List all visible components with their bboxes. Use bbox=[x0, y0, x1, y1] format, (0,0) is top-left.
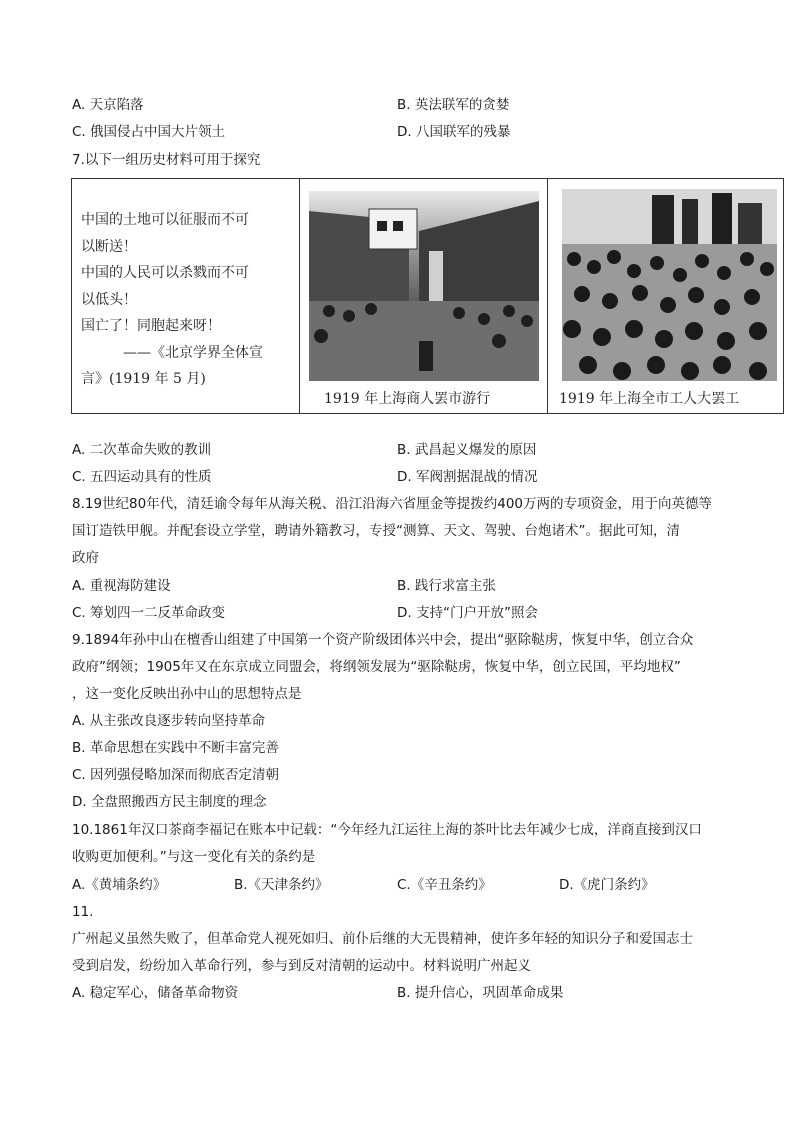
q10-stem-line: 10.1861年汉口茶商李福记在账本中记载：“今年经九江运往上海的茶叶比去年减少七成，洋商直接到汉口 bbox=[72, 822, 702, 838]
q7-option-c: C. 五四运动具有的性质 bbox=[72, 469, 212, 485]
q7-option-b: B. 武昌起义爆发的原因 bbox=[397, 442, 537, 458]
q8-stem-line: 政府 bbox=[72, 550, 99, 566]
q11-option-b: B. 提升信心，巩固革命成果 bbox=[397, 985, 564, 1001]
q8-option-c: C. 筹划四一二反革命政变 bbox=[72, 605, 226, 621]
q10-option-d: D.《虎门条约》 bbox=[559, 877, 655, 893]
q8-option-a: A. 重视海防建设 bbox=[72, 578, 171, 594]
q8-stem-line: 8.19世纪80年代，清廷谕令每年从海关税、沿江沿海六省厘金等提拨约400万两的专项资金，用于向英德等 bbox=[72, 496, 713, 512]
quote-line: 国亡了！同胞起来呀！ bbox=[81, 318, 221, 334]
q10-option-b: B.《天津条约》 bbox=[234, 877, 329, 893]
q8-stem-line: 国订造铁甲舰。并配套设立学堂，聘请外籍教习，专授“测算、天文、驾驶、台炮诸术”。据此可知，清 bbox=[72, 523, 680, 539]
q9-stem-line: 政府”纲领；1905年又在东京成立同盟会，将纲领发展为“驱除鞑虏，恢复中华，创立民国，平均地权” bbox=[72, 659, 681, 675]
q7-option-a: A. 二次革命失败的教训 bbox=[72, 442, 212, 458]
q9-stem-line: 9.1894年孙中山在檀香山组建了中国第一个资产阶级团体兴中会，提出“驱除鞑虏，恢复中华，创立合众 bbox=[72, 632, 694, 648]
q9-option-d: D. 全盘照搬西方民主制度的理念 bbox=[72, 794, 267, 810]
quote-line: 以低头！ bbox=[81, 291, 137, 308]
quote-line: 中国的土地可以征服而不可 bbox=[81, 212, 249, 228]
q9-option-a: A. 从主张改良逐步转向坚持革命 bbox=[72, 713, 266, 729]
q10-option-c: C.《辛丑条约》 bbox=[397, 877, 492, 893]
quote-source: 言》(1919 年 5 月) bbox=[81, 371, 206, 387]
q6-option-a: A. 天京陷落 bbox=[72, 97, 144, 113]
q11-stem-line: 受到启发，纷纷加入革命行列，参与到反对清朝的运动中。材料说明广州起义 bbox=[72, 958, 531, 974]
q9-option-c: C. 因列强侵略加深而彻底否定清朝 bbox=[72, 767, 280, 783]
q9-stem-line: ，这一变化反映出孙中山的思想特点是 bbox=[72, 686, 302, 702]
q6-option-d: D. 八国联军的残暴 bbox=[397, 124, 511, 140]
quote-source: ——《北京学界全体宣 bbox=[123, 344, 263, 361]
q11-number: 11. bbox=[72, 904, 94, 920]
merchant-strike-photo bbox=[309, 191, 539, 381]
q11-option-a: A. 稳定军心，储备革命物资 bbox=[72, 985, 239, 1001]
photo1-caption: 1919 年上海商人罢市游行 bbox=[324, 391, 491, 407]
q8-option-b: B. 践行求富主张 bbox=[397, 578, 496, 594]
q6-option-c: C. 俄国侵占中国大片领土 bbox=[72, 124, 226, 140]
photo2-caption: 1919 年上海全市工人大罢工 bbox=[559, 391, 740, 407]
q7-option-d: D. 军阀割据混战的情况 bbox=[397, 469, 538, 485]
q9-option-b: B. 革命思想在实践中不断丰富完善 bbox=[72, 740, 279, 756]
q7-stem: 7.以下一组历史材料可用于探究 bbox=[72, 152, 261, 168]
q8-option-d: D. 支持“门户开放”照会 bbox=[397, 605, 538, 621]
worker-strike-photo bbox=[562, 189, 777, 381]
q6-option-b: B. 英法联军的贪婪 bbox=[397, 97, 510, 113]
q10-stem-line: 收购更加便利。”与这一变化有关的条约是 bbox=[72, 849, 316, 865]
divider bbox=[547, 179, 548, 413]
q11-stem-line: 广州起义虽然失败了，但革命党人视死如归、前仆后继的大无畏精神，使许多年轻的知识分子和爱国志士 bbox=[72, 931, 693, 947]
quote-line: 中国的人民可以杀戮而不可 bbox=[81, 265, 249, 281]
divider bbox=[299, 179, 300, 413]
q10-option-a: A.《黄埔条约》 bbox=[72, 877, 167, 893]
quote-line: 以断送！ bbox=[81, 238, 137, 255]
q7-materials-box bbox=[71, 178, 784, 414]
q7-quote-text bbox=[81, 207, 291, 393]
